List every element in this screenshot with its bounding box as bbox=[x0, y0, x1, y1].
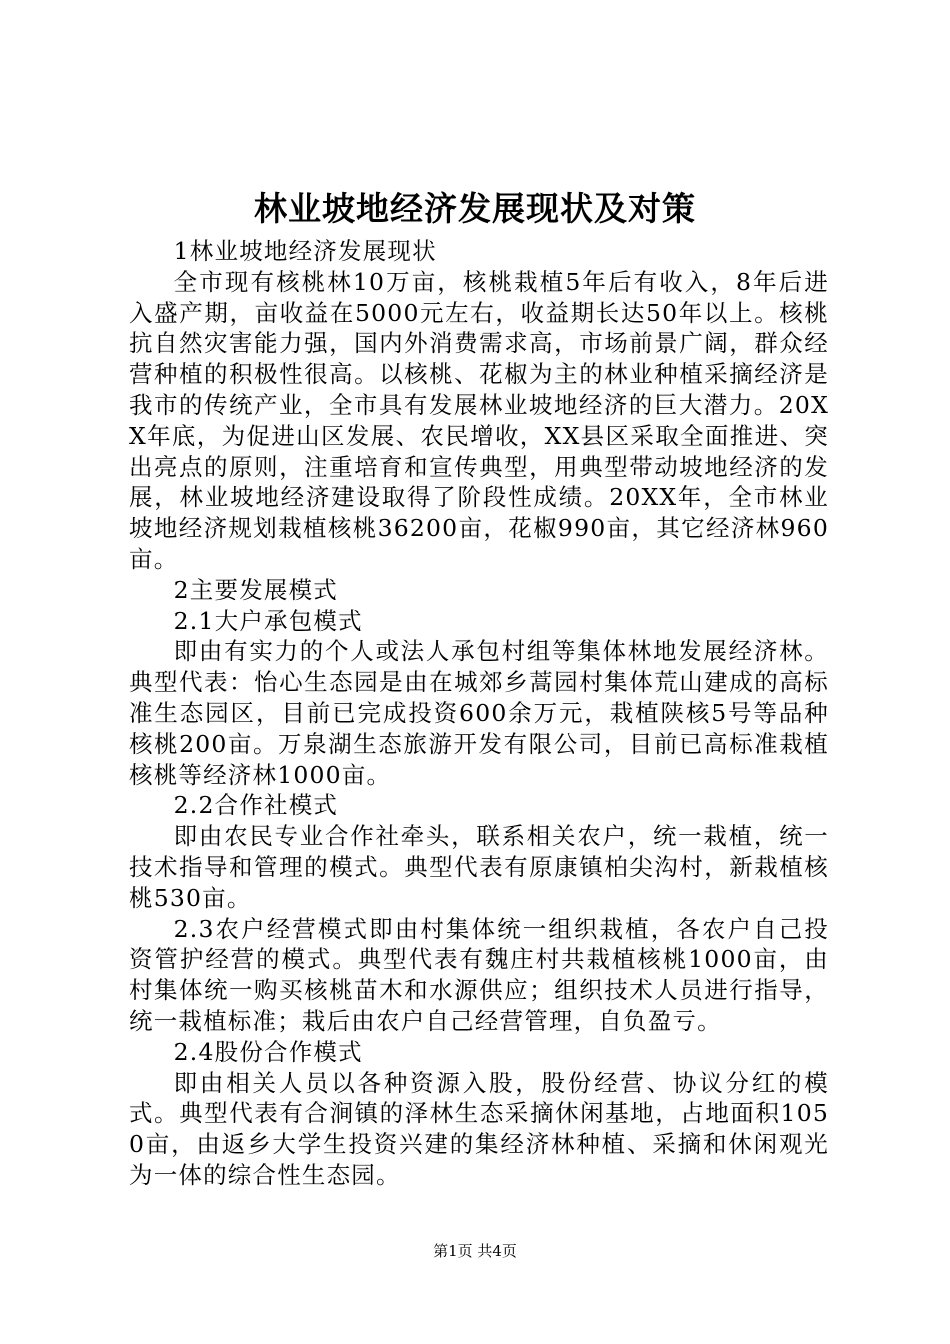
body-paragraph: 全市现有核桃林10万亩，核桃栽植5年后有收入，8年后进入盛产期，亩收益在5000元左右，收益期长达50年以上。核桃抗自然灾害能力强，国内外消费需求高，市场前景广阔，群众经营种植的积极性很高。以核桃、花椒为主的林业种植采摘经济是我市的传统产业，全市具有发展林业坡地经济的巨大潜力。20XX年底，为促进山区发展、农民增收，XX县区采取全面推进、突出亮点的原则，注重培育和宣传典型，用典型带动坡地经济的发展，林业坡地经济建设取得了阶段性成绩。20XX年，全市林业坡地经济规划栽植核桃36200亩，花椒990亩，其它经济林960亩。 bbox=[129, 267, 829, 573]
section-heading: 1林业坡地经济发展现状 bbox=[173, 237, 437, 265]
section-heading: 2主要发展模式 bbox=[173, 575, 338, 604]
subsection-heading: 2.2合作社模式 bbox=[173, 791, 339, 820]
body-paragraph: 2.3农户经营模式即由村集体统一组织栽植，各农户自己投资管护经营的模式。典型代表有魏庄村共栽植核桃1000亩，由村集体统一购买核桃苗木和水源供应；组织技术人员进行指导，统一栽植标准；栽后由农户自己经营管理，自负盈亏。 bbox=[129, 914, 829, 1035]
subsection-heading: 2.4股份合作模式 bbox=[173, 1037, 363, 1066]
body-paragraph: 即由有实力的个人或法人承包村组等集体林地发展经济林。典型代表：怡心生态园是由在城郊乡蒿园村集体荒山建成的高标准生态园区，目前已完成投资600余万元，栽植陕核5号等品种核桃200亩。万泉湖生态旅游开发有限公司，目前已高标准栽植核桃等经济林1000亩。 bbox=[129, 637, 829, 789]
document-body bbox=[129, 236, 829, 1191]
document-title: 林业坡地经济发展现状及对策 bbox=[254, 189, 696, 228]
body-paragraph: 即由农民专业合作社牵头，联系相关农户，统一栽植，统一技术指导和管理的模式。典型代表有原康镇柏尖沟村，新栽植核桃530亩。 bbox=[129, 822, 829, 912]
page-number-footer: 第1页 共4页 bbox=[433, 1242, 517, 1260]
body-paragraph: 即由相关人员以各种资源入股，股份经营、协议分红的模式。典型代表有合涧镇的泽林生态采摘休闲基地，占地面积1050亩，由返乡大学生投资兴建的集经济林种植、采摘和休闲观光为一体的综合性生态园。 bbox=[129, 1068, 829, 1189]
subsection-heading: 2.1大户承包模式 bbox=[173, 606, 363, 635]
